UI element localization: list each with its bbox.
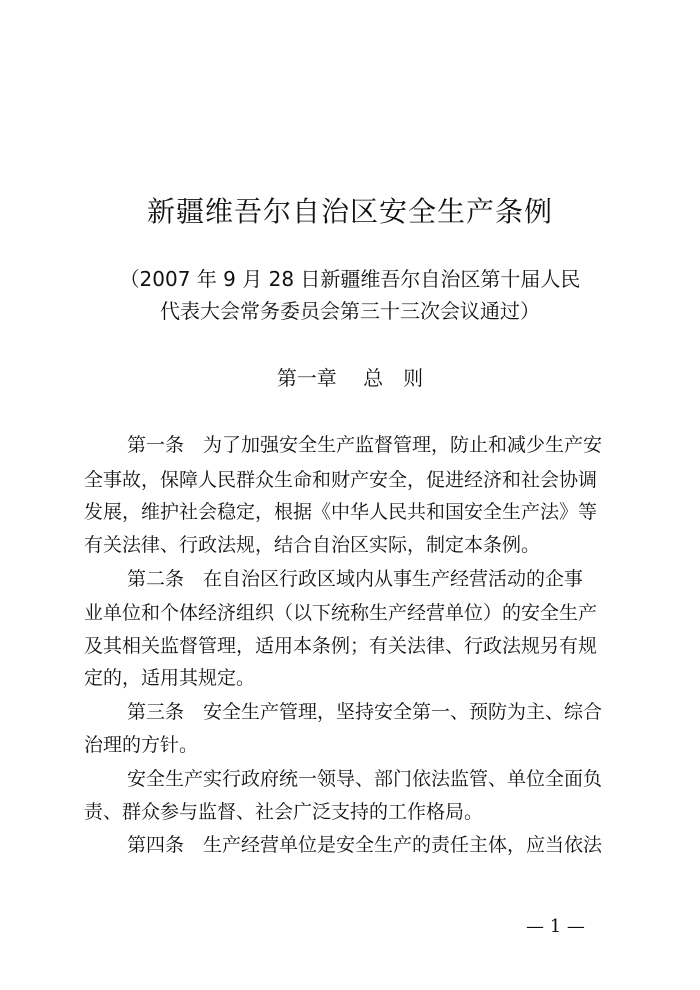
- body-line: 治理的方针。: [84, 734, 199, 756]
- body-line: 业单位和个体经济组织（以下统称生产经营单位）的安全生产: [84, 602, 598, 624]
- body-line: 全事故，保障人民群众生命和财产安全，促进经济和社会协调: [84, 469, 598, 491]
- chapter-heading: 第一章 总 则: [276, 366, 424, 390]
- body-line: 安全生产实行政府统一领导、部门依法监管、单位全面负: [127, 768, 603, 790]
- body-line: 第一条 为了加强安全生产监督管理，防止和减少生产安: [127, 434, 603, 456]
- document-title: 新疆维吾尔自治区安全生产条例: [146, 195, 553, 228]
- body-line: 责、群众参与监督、社会广泛支持的工作格局。: [84, 801, 484, 823]
- document-subtitle-line-1: （2007 年 9 月 28 日新疆维吾尔自治区第十届人民: [119, 267, 581, 291]
- document-subtitle-line-2: 代表大会常务委员会第三十三次会议通过）: [160, 299, 540, 323]
- page-number: — 1 —: [526, 916, 585, 937]
- body-line: 发展，维护社会稳定，根据《中华人民共和国安全生产法》等: [84, 501, 598, 523]
- body-line: 及其相关监督管理，适用本条例；有关法律、行政法规另有规: [84, 635, 598, 657]
- body-line: 第四条 生产经营单位是安全生产的责任主体，应当依法: [127, 834, 603, 856]
- body-line: 有关法律、行政法规，结合自治区实际，制定本条例。: [84, 534, 541, 556]
- body-line: 定的，适用其规定。: [84, 667, 256, 689]
- body-line: 第二条 在自治区行政区域内从事生产经营活动的企事: [127, 568, 584, 590]
- body-line: 第三条 安全生产管理，坚持安全第一、预防为主、综合: [127, 701, 603, 723]
